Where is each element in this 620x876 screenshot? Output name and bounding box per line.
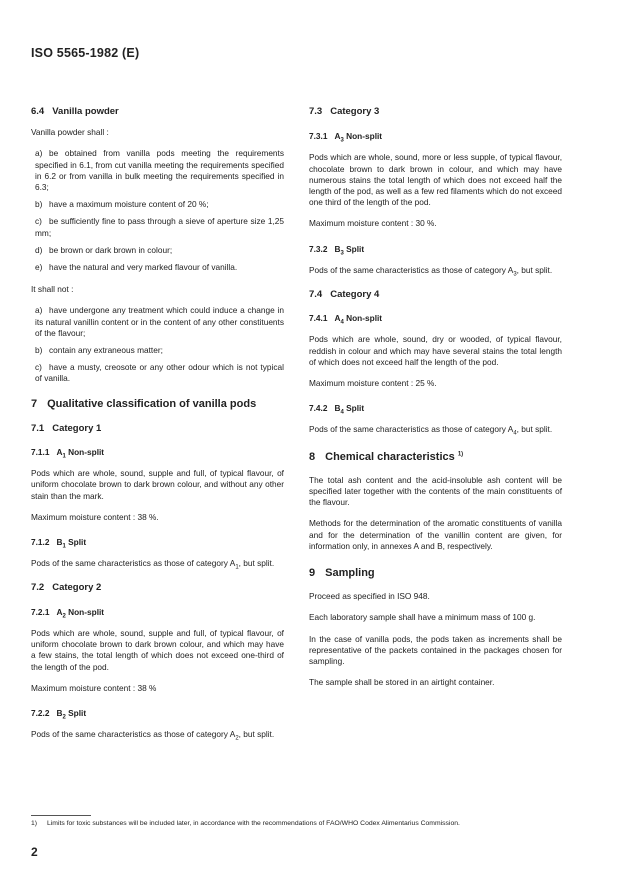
page-number: 2 [31, 845, 38, 859]
list-item: d) be brown or dark brown in colour; [35, 244, 173, 255]
paragraph: In the case of vanilla pods, the pods taken as increments shall be representative of the packets contained in the packages chosen for sampling. [309, 633, 562, 667]
section-title: Vanilla powder [52, 106, 119, 117]
section-7-3-heading: 7.3 Category 3 [309, 106, 380, 117]
footnote-ref: 1) [457, 451, 464, 457]
paragraph: Methods for the determination of the aromatic constituents of vanilla and for the determination of the vanillin content are given, for information only, in annexes A and B, respectively. [309, 518, 562, 551]
list-item: e) have the natural and very marked flavour of vanilla. [35, 262, 238, 273]
paragraph: Pods of the same characteristics as those of category $A_1$, but split. [31, 558, 275, 571]
section-9-heading: 9 Sampling [309, 567, 375, 580]
section-7-3-1-heading: 7.3.1 $A_3$ Non-split [309, 131, 383, 144]
paragraph: Maximum moisture content : 30 %. [309, 218, 437, 229]
section-7-heading: 7 Qualitative classification of vanilla pods [31, 397, 257, 410]
section-7-2-2-heading: 7.2.2 $B_2$ Split [31, 707, 87, 721]
paragraph: Proceed as specified in ISO 948. [309, 591, 430, 602]
paragraph: Pods which are whole, sound, dry or wooded, of typical flavour, reddish in colour and which may have several stains the total length of which does not exceed half the length of the pod. [309, 334, 562, 367]
section-8-heading: 8 Chemical characteristics $^{1)}$ [309, 450, 464, 463]
paragraph: Maximum moisture content : 25 %. [309, 378, 437, 389]
section-7-4-heading: 7.4 Category 4 [309, 289, 380, 301]
paragraph: It shall not : [31, 284, 74, 295]
list-item: c) be sufficiently fine to pass through a sieve of aperture size 1,25 mm; [35, 216, 284, 238]
list-item: b) have a maximum moisture content of 20 %; [35, 199, 209, 210]
section-7-2-1-heading: 7.2.1 $A_2$ Non-split [31, 606, 105, 620]
paragraph: The total ash content and the acid-insoluble ash content will be specified later together with the contents of the main constituents of the flavour. [309, 474, 562, 508]
section-6-4-heading [31, 106, 284, 117]
section-7-1-heading: 7.1 Category 1 [31, 422, 102, 434]
section-7-2-heading: 7.2 Category 2 [31, 582, 102, 594]
paragraph: Pods of the same characteristics as those of category $A_2$, but split. [31, 729, 275, 742]
section-7-4-1-heading: 7.4.1 $A_4$ Non-split [309, 313, 383, 326]
section-7-3-2-heading: 7.3.2 $B_3$ Split [309, 243, 365, 257]
paragraph: Vanilla powder shall : [31, 127, 109, 138]
paragraph: Pods of the same characteristics as those of category $A_4$, but split. [309, 424, 553, 438]
footnote-divider [31, 815, 91, 816]
list-item: a) have undergone any treatment which could induce a change in its natural vanillin content or in the content of any other constituents of the flavour; [35, 305, 284, 338]
document-header: ISO 5565-1982 (E) [31, 46, 140, 60]
left-column [31, 100, 284, 740]
right-column [309, 100, 562, 689]
paragraph: Pods which are whole, sound, more or less supple, of typical flavour, chocolate brown to dark brown in colour, and which may have numerous stains the total length of which does not exceed half the length of the pod, as well as a few red filaments which do not exceed one third of the length of the pod. [309, 152, 562, 208]
list-item: c) have a musty, creosote or any other odour which is not typical of vanilla. [35, 362, 284, 384]
section-7-1-2-heading: 7.1.2 $B_1$ Split [31, 537, 87, 550]
list-item: a) be obtained from vanilla pods meeting the requirements specified in 6.1, from cut vanilla meeting the requirements specified in 6.2 or from vanilla in bulk meeting the requirements specified in 6.3; [35, 148, 284, 193]
section-7-1-1-heading: 7.1.1 $A_1$ Non-split [31, 447, 105, 460]
section-number: 6.4 [31, 106, 45, 117]
footnote: 1) Limits for toxic substances will be included later, in accordance with the recommendations of FAO/WHO Codex Alimentarius Commission. [31, 820, 460, 827]
list-item: b) contain any extraneous matter; [35, 345, 163, 356]
paragraph: The sample shall be stored in an airtight container. [309, 677, 495, 688]
paragraph: Maximum moisture content : 38 %. [31, 511, 159, 522]
paragraph: Pods which are whole, sound, supple and full, of typical flavour, of uniform chocolate brown to dark brown colour, and without any other stain than the mark. [31, 468, 284, 501]
paragraph: Pods which are whole, sound, supple and full, of typical flavour, of uniform chocolate brown to dark brown colour, and which may have a few stains, the total length of which does not exceed one-third of the length of the pod. [31, 627, 284, 672]
paragraph: Maximum moisture content : 38 % [31, 682, 157, 693]
section-7-4-2-heading: 7.4.2 $B_4$ Split [309, 403, 365, 416]
paragraph: Each laboratory sample shall have a minimum mass of 100 g. [309, 612, 536, 623]
paragraph: Pods of the same characteristics as those of category $A_3$, but split. [309, 264, 553, 278]
